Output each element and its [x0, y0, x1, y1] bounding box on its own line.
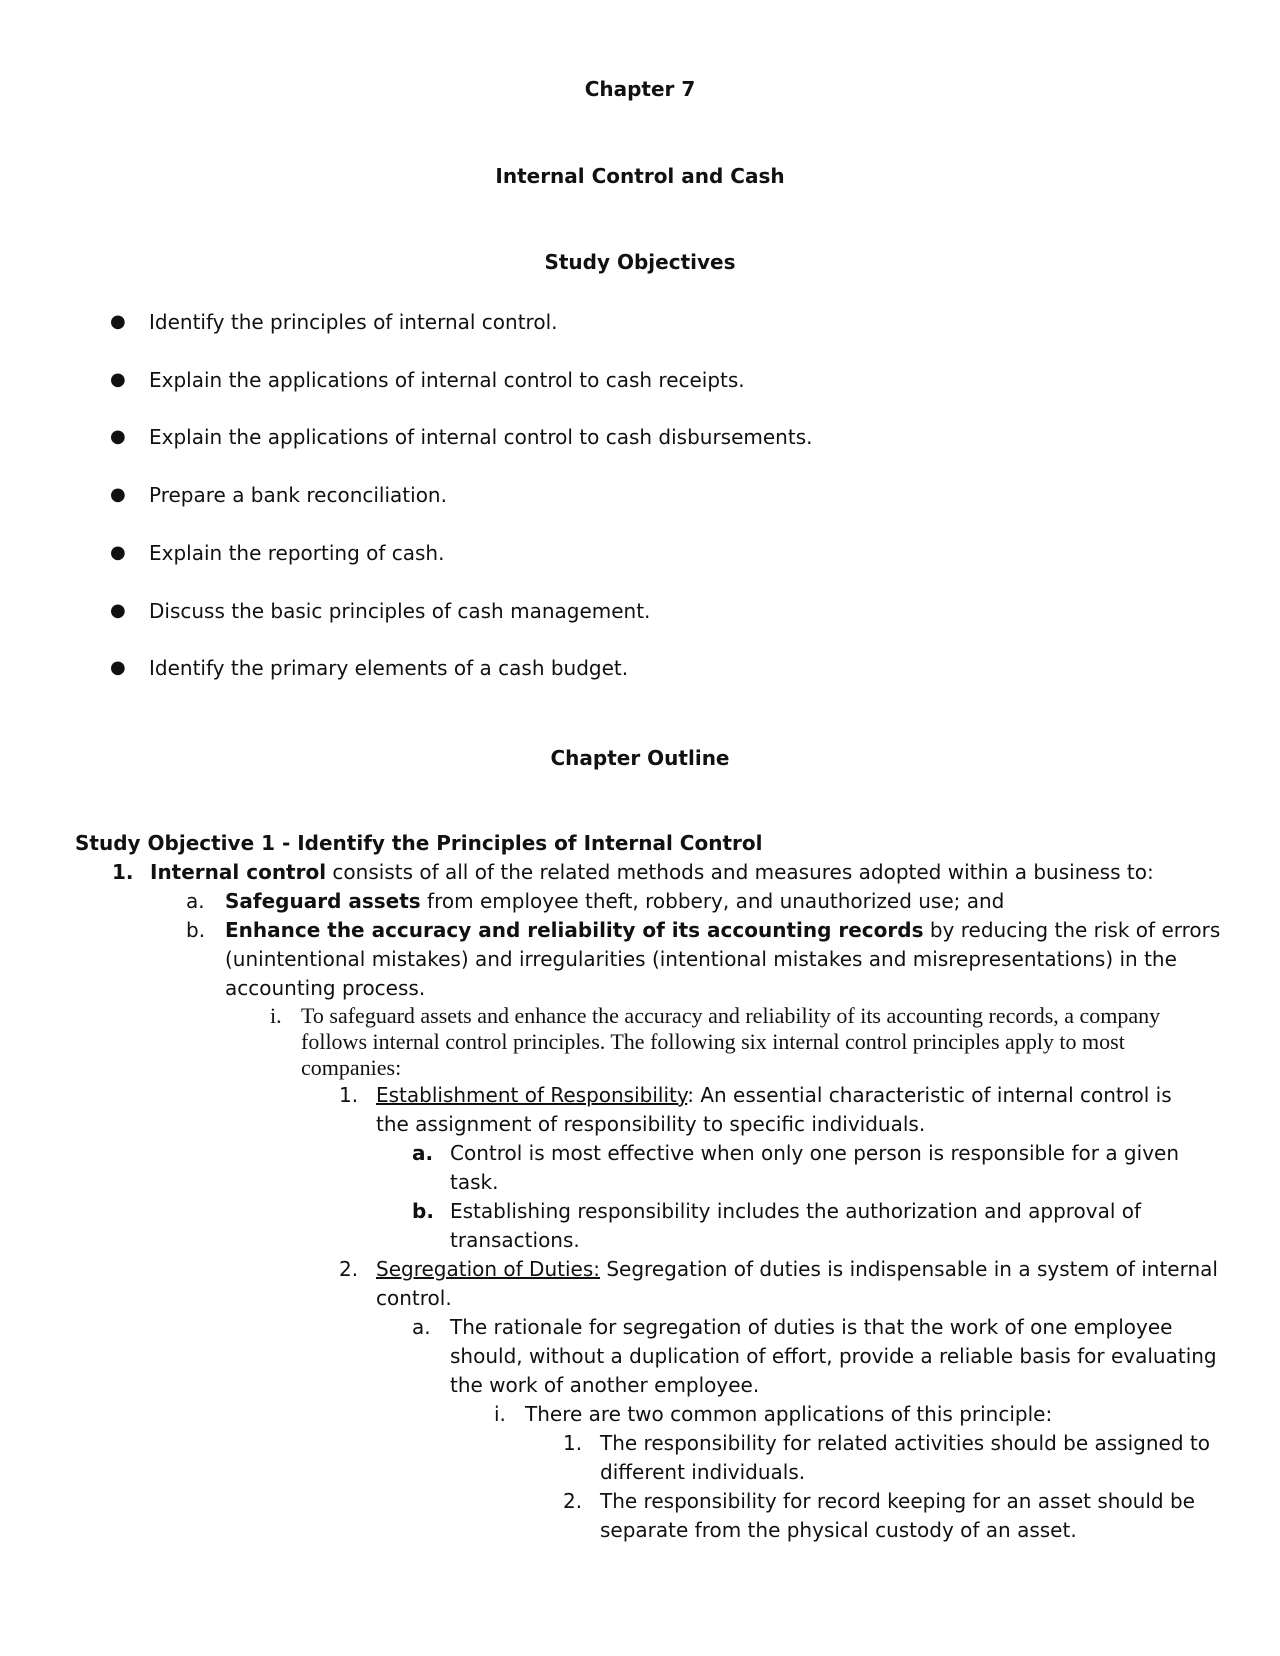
principle-title: Segregation of Duties: — [376, 1257, 600, 1281]
objective-text: Explain the applications of internal control to cash disbursements. — [149, 425, 813, 449]
item-text: Establishing responsibility includes the authorization and approval of — [450, 1199, 1142, 1223]
item-marker: 2. — [339, 1257, 359, 1281]
item-text-continued: the work of another employee. — [450, 1373, 760, 1397]
item-marker: a. — [412, 1315, 431, 1339]
item-marker: 1. — [563, 1431, 583, 1455]
item-marker: i. — [494, 1402, 506, 1426]
bullet-icon: ● — [110, 426, 126, 447]
item-marker: a. — [186, 889, 205, 913]
item-text: consists of all of the related methods and measures adopted within a business to: — [326, 860, 1154, 884]
item-text-continued: different individuals. — [600, 1460, 806, 1484]
study-objectives-heading: Study Objectives — [544, 250, 736, 274]
objective-text: Explain the reporting of cash. — [149, 541, 445, 565]
item-text: : An essential characteristic of internal control is — [687, 1083, 1172, 1107]
item-text: The rationale for segregation of duties is that the work of one employee — [450, 1315, 1173, 1339]
bullet-icon: ● — [110, 311, 126, 332]
item-text: There are two common applications of this principle: — [525, 1402, 1053, 1426]
item-marker: 2. — [563, 1489, 583, 1513]
objective-text: Prepare a bank reconciliation. — [149, 483, 447, 507]
item-text: Control is most effective when only one person is responsible for a given — [450, 1141, 1180, 1165]
objective-text: Identify the principles of internal control. — [149, 310, 558, 334]
item-text-continued: accounting process. — [225, 976, 426, 1000]
bullet-icon: ● — [110, 657, 126, 678]
item-marker: i. — [270, 1003, 282, 1028]
item-text-continued: transactions. — [450, 1228, 580, 1252]
item-text: The responsibility for record keeping for an asset should be — [600, 1489, 1195, 1513]
item-text-continued: companies: — [301, 1055, 402, 1080]
item-marker: 1. — [339, 1083, 359, 1107]
item-text-continued: task. — [450, 1170, 499, 1194]
item-marker: b. — [186, 918, 206, 942]
principle-title: Establishment of Responsibility — [376, 1083, 688, 1107]
item-text: To safeguard assets and enhance the accuracy and reliability of its accounting records, a company — [301, 1003, 1161, 1028]
item-marker: b. — [412, 1199, 434, 1223]
item-marker: a. — [412, 1141, 434, 1165]
item-text: by reducing the risk of errors — [923, 918, 1221, 942]
bullet-icon: ● — [110, 542, 126, 563]
bullet-icon: ● — [110, 369, 126, 390]
item-marker: 1. — [112, 860, 134, 884]
study-objective-1-heading: Study Objective 1 - Identify the Principles of Internal Control — [75, 831, 763, 855]
objective-text: Discuss the basic principles of cash management. — [149, 599, 651, 623]
term-safeguard-assets: Safeguard assets — [225, 889, 421, 913]
objective-text: Explain the applications of internal control to cash receipts. — [149, 368, 745, 392]
item-text: from employee theft, robbery, and unauthorized use; and — [420, 889, 1005, 913]
item-text-continued: should, without a duplication of effort, provide a reliable basis for evaluating — [450, 1344, 1217, 1368]
item-text-continued: control. — [376, 1286, 452, 1310]
bullet-icon: ● — [110, 484, 126, 505]
bullet-icon: ● — [110, 600, 126, 621]
objective-text: Identify the primary elements of a cash budget. — [149, 656, 629, 680]
chapter-number: Chapter 7 — [584, 77, 696, 101]
chapter-outline-heading: Chapter Outline — [550, 746, 730, 770]
item-text-continued: separate from the physical custody of an asset. — [600, 1518, 1077, 1542]
item-text: The responsibility for related activities should be assigned to — [600, 1431, 1210, 1455]
term-enhance-accuracy: Enhance the accuracy and reliability of its accounting records — [225, 918, 924, 942]
item-text-continued: follows internal control principles. The following six internal control principles apply to most — [301, 1029, 1125, 1054]
item-text-continued: (unintentional mistakes) and irregularities (intentional mistakes and misrepresentations) in the — [225, 947, 1177, 971]
chapter-title: Internal Control and Cash — [495, 164, 785, 188]
item-text-continued: the assignment of responsibility to specific individuals. — [376, 1112, 926, 1136]
term-internal-control: Internal control — [150, 860, 327, 884]
item-text: Segregation of duties is indispensable in a system of internal — [599, 1257, 1218, 1281]
